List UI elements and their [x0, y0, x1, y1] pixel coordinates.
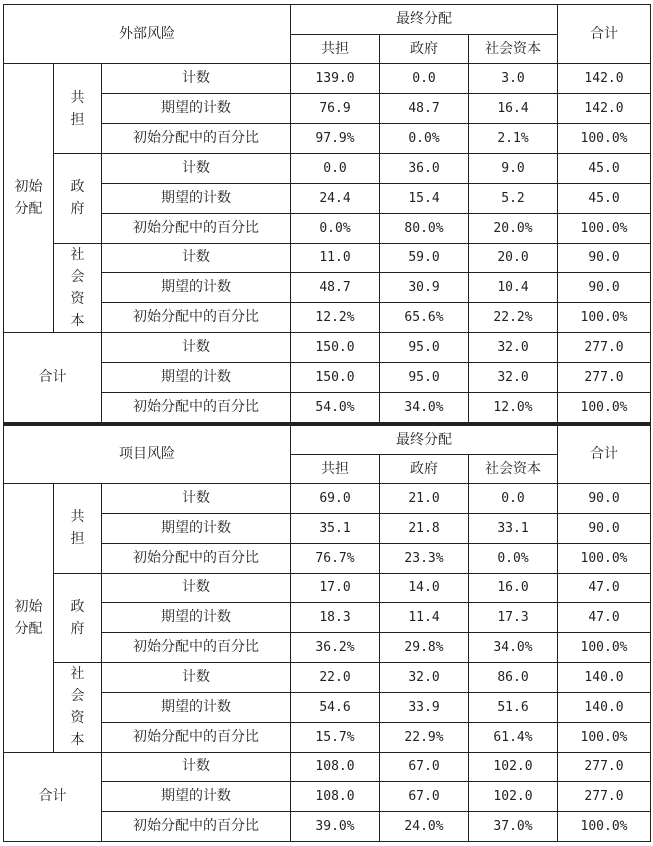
metric-label: 期望的计数 — [102, 692, 291, 722]
table-row — [4, 663, 651, 693]
table-cell: 9.0 — [469, 153, 558, 183]
table-cell: 12.0% — [469, 392, 558, 422]
table-cell: 139.0 — [291, 64, 380, 94]
table-cell: 142.0 — [558, 64, 651, 94]
table-cell: 102.0 — [469, 752, 558, 782]
metric-label: 期望的计数 — [102, 183, 291, 213]
table-cell: 100.0% — [558, 722, 651, 752]
table-cell: 32.0 — [380, 663, 469, 693]
table-cell: 100.0% — [558, 213, 651, 243]
table-cell: 23.3% — [380, 543, 469, 573]
group-label: 社会资本 — [54, 663, 102, 752]
table-cell: 0.0% — [469, 543, 558, 573]
table-cell: 0.0 — [380, 64, 469, 94]
table-cell: 30.9 — [380, 273, 469, 303]
total-column-header: 合计 — [558, 425, 651, 484]
table-cell: 108.0 — [291, 752, 380, 782]
table-cell: 35.1 — [291, 513, 380, 543]
metric-label: 计数 — [102, 663, 291, 693]
column-header: 共担 — [291, 35, 380, 64]
table-cell: 36.2% — [291, 633, 380, 663]
table-cell: 95.0 — [380, 333, 469, 363]
table-row — [4, 752, 651, 782]
initial-allocation-label: 初始分配 — [4, 64, 54, 333]
table-cell: 2.1% — [469, 123, 558, 153]
table-row — [4, 484, 651, 514]
table-cell: 45.0 — [558, 153, 651, 183]
table-cell: 24.4 — [291, 183, 380, 213]
metric-label: 期望的计数 — [102, 363, 291, 393]
table-cell: 48.7 — [380, 94, 469, 124]
table-cell: 142.0 — [558, 94, 651, 124]
metric-label: 计数 — [102, 573, 291, 603]
table-row — [4, 633, 651, 663]
table-cell: 277.0 — [558, 752, 651, 782]
total-column-header: 合计 — [558, 5, 651, 64]
table-row — [4, 812, 651, 842]
group-label: 共担 — [54, 484, 102, 573]
table-row — [4, 123, 651, 153]
table-cell: 32.0 — [469, 333, 558, 363]
table-cell: 100.0% — [558, 123, 651, 153]
group-label: 政府 — [54, 573, 102, 662]
table-cell: 100.0% — [558, 812, 651, 842]
table-cell: 37.0% — [469, 812, 558, 842]
table-cell: 5.2 — [469, 183, 558, 213]
metric-label: 期望的计数 — [102, 513, 291, 543]
metric-label: 计数 — [102, 243, 291, 273]
table-cell: 15.4 — [380, 183, 469, 213]
table-cell: 80.0% — [380, 213, 469, 243]
table-row — [4, 722, 651, 752]
table-cell: 67.0 — [380, 752, 469, 782]
table-cell: 18.3 — [291, 603, 380, 633]
table-row — [4, 153, 651, 183]
table-cell: 90.0 — [558, 484, 651, 514]
table-cell: 16.0 — [469, 573, 558, 603]
metric-label: 计数 — [102, 484, 291, 514]
table-cell: 59.0 — [380, 243, 469, 273]
table-row — [4, 273, 651, 303]
column-header: 社会资本 — [469, 35, 558, 64]
table-row — [4, 573, 651, 603]
table-cell: 33.9 — [380, 692, 469, 722]
group-label: 政府 — [54, 153, 102, 243]
table-cell: 0.0% — [291, 213, 380, 243]
table-cell: 17.3 — [469, 603, 558, 633]
metric-label: 初始分配中的百分比 — [102, 543, 291, 573]
table-cell: 100.0% — [558, 392, 651, 422]
metric-label: 初始分配中的百分比 — [102, 812, 291, 842]
contingency-table — [3, 4, 651, 423]
table-cell: 61.4% — [469, 722, 558, 752]
table-row — [4, 333, 651, 363]
table-title: 外部风险 — [4, 5, 291, 64]
table-cell: 47.0 — [558, 603, 651, 633]
table-cell: 277.0 — [558, 363, 651, 393]
table-cell: 69.0 — [291, 484, 380, 514]
table-cell: 97.9% — [291, 123, 380, 153]
total-row-label: 合计 — [4, 752, 102, 842]
group-label: 社会资本 — [54, 243, 102, 333]
metric-label: 计数 — [102, 333, 291, 363]
table-row — [4, 363, 651, 393]
contingency-table — [3, 423, 651, 842]
metric-label: 期望的计数 — [102, 782, 291, 812]
table-row — [4, 94, 651, 124]
document-page — [3, 4, 650, 842]
table-cell: 76.9 — [291, 94, 380, 124]
table-cell: 95.0 — [380, 363, 469, 393]
table-cell: 33.1 — [469, 513, 558, 543]
metric-label: 期望的计数 — [102, 94, 291, 124]
table-row — [4, 243, 651, 273]
table-row — [4, 603, 651, 633]
table-cell: 48.7 — [291, 273, 380, 303]
table-cell: 90.0 — [558, 273, 651, 303]
initial-allocation-label: 初始分配 — [4, 484, 54, 752]
table-cell: 34.0% — [380, 392, 469, 422]
table-cell: 100.0% — [558, 633, 651, 663]
table-cell: 54.0% — [291, 392, 380, 422]
table-cell: 22.9% — [380, 722, 469, 752]
table-cell: 100.0% — [558, 303, 651, 333]
table-cell: 34.0% — [469, 633, 558, 663]
metric-label: 初始分配中的百分比 — [102, 123, 291, 153]
table-cell: 0.0 — [469, 484, 558, 514]
metric-label: 计数 — [102, 64, 291, 94]
table-row — [4, 513, 651, 543]
final-allocation-header: 最终分配 — [291, 425, 558, 455]
table-cell: 20.0% — [469, 213, 558, 243]
table-cell: 14.0 — [380, 573, 469, 603]
table-cell: 277.0 — [558, 782, 651, 812]
metric-label: 计数 — [102, 752, 291, 782]
table-cell: 51.6 — [469, 692, 558, 722]
total-row-label: 合计 — [4, 333, 102, 423]
column-header: 政府 — [380, 455, 469, 484]
table-cell: 15.7% — [291, 722, 380, 752]
table-cell: 29.8% — [380, 633, 469, 663]
metric-label: 初始分配中的百分比 — [102, 633, 291, 663]
table-cell: 67.0 — [380, 782, 469, 812]
table-row — [4, 213, 651, 243]
group-label: 共担 — [54, 64, 102, 154]
table-cell: 3.0 — [469, 64, 558, 94]
table-row — [4, 782, 651, 812]
table-cell: 16.4 — [469, 94, 558, 124]
table-cell: 102.0 — [469, 782, 558, 812]
table-cell: 140.0 — [558, 692, 651, 722]
metric-label: 计数 — [102, 153, 291, 183]
table-cell: 277.0 — [558, 333, 651, 363]
table-cell: 11.0 — [291, 243, 380, 273]
table-cell: 90.0 — [558, 513, 651, 543]
table-row — [4, 543, 651, 573]
metric-label: 初始分配中的百分比 — [102, 303, 291, 333]
table-cell: 90.0 — [558, 243, 651, 273]
table-row — [4, 392, 651, 422]
metric-label: 期望的计数 — [102, 273, 291, 303]
table-cell: 22.2% — [469, 303, 558, 333]
table-cell: 45.0 — [558, 183, 651, 213]
table-cell: 22.0 — [291, 663, 380, 693]
table-cell: 47.0 — [558, 573, 651, 603]
metric-label: 初始分配中的百分比 — [102, 722, 291, 752]
table-cell: 11.4 — [380, 603, 469, 633]
table-cell: 12.2% — [291, 303, 380, 333]
table-cell: 108.0 — [291, 782, 380, 812]
table-row — [4, 303, 651, 333]
metric-label: 初始分配中的百分比 — [102, 213, 291, 243]
final-allocation-header: 最终分配 — [291, 5, 558, 35]
table-cell: 32.0 — [469, 363, 558, 393]
header-row — [4, 5, 651, 35]
table-row — [4, 692, 651, 722]
table-cell: 150.0 — [291, 363, 380, 393]
table-row — [4, 183, 651, 213]
column-header: 共担 — [291, 455, 380, 484]
table-cell: 17.0 — [291, 573, 380, 603]
table-cell: 24.0% — [380, 812, 469, 842]
table-title: 项目风险 — [4, 425, 291, 484]
table-cell: 100.0% — [558, 543, 651, 573]
metric-label: 初始分配中的百分比 — [102, 392, 291, 422]
column-header: 政府 — [380, 35, 469, 64]
table-cell: 36.0 — [380, 153, 469, 183]
table-cell: 10.4 — [469, 273, 558, 303]
header-row — [4, 425, 651, 455]
table-cell: 21.8 — [380, 513, 469, 543]
column-header: 社会资本 — [469, 455, 558, 484]
table-cell: 54.6 — [291, 692, 380, 722]
table-cell: 65.6% — [380, 303, 469, 333]
table-cell: 150.0 — [291, 333, 380, 363]
table-cell: 20.0 — [469, 243, 558, 273]
table-cell: 76.7% — [291, 543, 380, 573]
table-row — [4, 64, 651, 94]
table-cell: 140.0 — [558, 663, 651, 693]
table-cell: 0.0 — [291, 153, 380, 183]
metric-label: 期望的计数 — [102, 603, 291, 633]
table-cell: 21.0 — [380, 484, 469, 514]
table-cell: 86.0 — [469, 663, 558, 693]
table-cell: 0.0% — [380, 123, 469, 153]
table-cell: 39.0% — [291, 812, 380, 842]
